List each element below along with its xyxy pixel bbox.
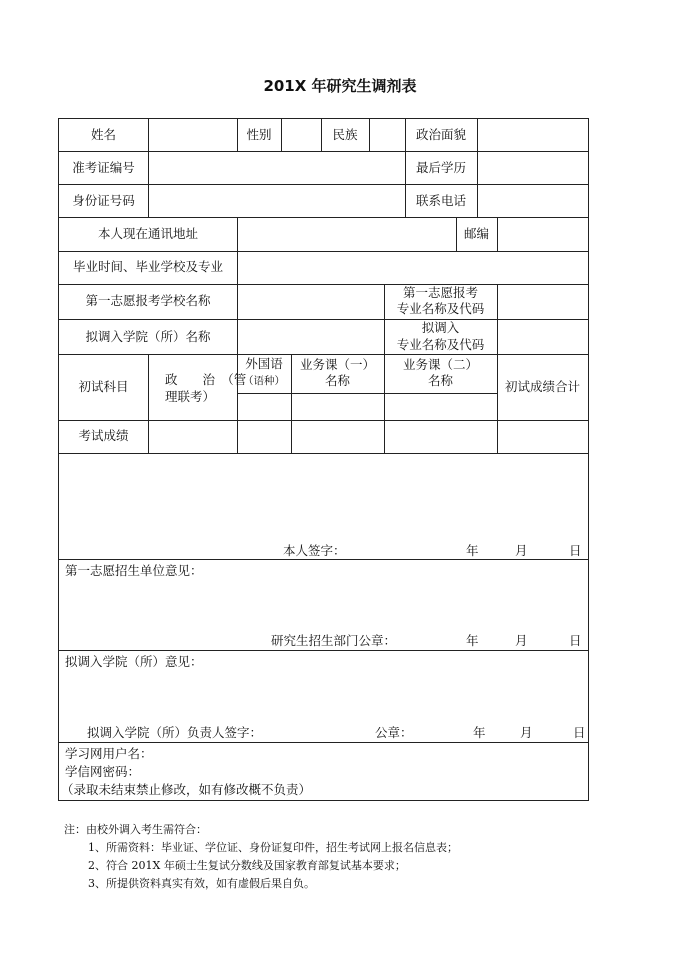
gender-label: 性别 xyxy=(246,127,272,142)
note-intro: 注：由校外调入考生需符合： xyxy=(64,823,207,836)
note-item: 3、所提供资料真实有效，如有虚假后果自负。 xyxy=(88,877,315,890)
col-divider xyxy=(148,151,149,217)
score-label: 考试成绩 xyxy=(78,428,129,443)
name-label: 姓名 xyxy=(90,127,116,142)
date-day: 日 xyxy=(569,543,582,558)
postcode-label: 邮编 xyxy=(463,226,489,241)
col-divider xyxy=(148,354,149,453)
seal-label: 公章： xyxy=(375,725,413,740)
col-divider xyxy=(497,284,498,354)
row-divider xyxy=(59,217,588,218)
total-score-label: 初试成绩合计 xyxy=(504,379,580,394)
subjects-label: 初试科目 xyxy=(78,379,129,394)
col-divider xyxy=(148,119,149,151)
col-divider xyxy=(477,119,478,217)
row-divider xyxy=(59,742,588,743)
col-divider xyxy=(237,217,238,251)
target-leader-signature-label: 拟调入学院（所）负责人签字： xyxy=(87,725,263,740)
ethnicity-label: 民族 xyxy=(332,127,358,142)
course2-label: 业务课（二） xyxy=(402,357,478,372)
course1-label: 业务课（一） xyxy=(299,357,375,372)
first-choice-major-label: 专业名称及代码 xyxy=(396,301,485,316)
first-choice-school-label: 第一志愿报考学校名称 xyxy=(85,293,211,308)
target-major-label: 拟调入 xyxy=(421,320,460,335)
date-year: 年 xyxy=(466,543,479,558)
id-number-label: 身份证号码 xyxy=(72,193,135,208)
col-divider xyxy=(369,119,370,151)
foreign-language-label: （语种） xyxy=(243,375,285,387)
col-divider xyxy=(497,354,498,453)
address-label: 本人现在通讯地址 xyxy=(97,226,198,241)
adjustment-form-table xyxy=(58,118,589,801)
row-divider xyxy=(59,354,588,355)
modification-warning: （录取未结束禁止修改，如有修改概不负责） xyxy=(61,782,312,797)
politics-label: 政 治 （管 xyxy=(165,372,247,387)
political-status-label: 政治面貌 xyxy=(415,127,466,142)
row-divider xyxy=(59,319,588,320)
first-choice-major-label: 第一志愿报考 xyxy=(402,285,478,300)
education-label: 最后学历 xyxy=(415,160,466,175)
row-divider xyxy=(59,184,588,185)
date-year: 年 xyxy=(473,725,486,740)
username-label: 学习网用户名： xyxy=(65,746,153,761)
col-divider xyxy=(237,251,238,284)
note-item: 2、符合 201X 年硕士生复试分数线及国家教育部复试基本要求； xyxy=(88,859,406,872)
date-year: 年 xyxy=(466,633,479,648)
target-opinion-label: 拟调入学院（所）意见： xyxy=(65,654,203,669)
row-divider xyxy=(59,151,588,152)
date-month: 月 xyxy=(515,633,528,648)
col-divider xyxy=(281,119,282,151)
self-signature-label: 本人签字： xyxy=(283,543,346,558)
date-month: 月 xyxy=(520,725,533,740)
graduation-label: 毕业时间、毕业学校及专业 xyxy=(72,259,223,274)
date-month: 月 xyxy=(515,543,528,558)
row-divider xyxy=(237,393,497,394)
foreign-language-label: 外国语 xyxy=(245,356,283,371)
row-divider xyxy=(59,453,588,454)
date-day: 日 xyxy=(569,633,582,648)
col-divider xyxy=(237,284,238,354)
note-item: 1、所需资料：毕业证、学位证、身份证复印件，招生考试网上报名信息表； xyxy=(88,841,458,854)
row-divider xyxy=(59,251,588,252)
page-title: 201X 年研究生调剂表 xyxy=(263,77,417,95)
course2-label: 名称 xyxy=(427,373,453,388)
target-college-label: 拟调入学院（所）名称 xyxy=(85,329,211,344)
row-divider xyxy=(59,559,588,560)
course1-label: 名称 xyxy=(324,373,350,388)
col-divider xyxy=(497,217,498,251)
row-divider xyxy=(59,420,588,421)
phone-label: 联系电话 xyxy=(415,193,466,208)
target-major-label: 专业名称及代码 xyxy=(396,337,485,352)
exam-id-label: 准考证编号 xyxy=(72,160,135,175)
politics-label: 理联考） xyxy=(165,389,216,404)
row-divider xyxy=(59,650,588,651)
grad-dept-seal-label: 研究生招生部门公章： xyxy=(271,633,397,648)
password-label: 学信网密码： xyxy=(65,764,141,779)
row-divider xyxy=(59,284,588,285)
first-unit-opinion-label: 第一志愿招生单位意见： xyxy=(65,563,203,578)
date-day: 日 xyxy=(573,725,586,740)
